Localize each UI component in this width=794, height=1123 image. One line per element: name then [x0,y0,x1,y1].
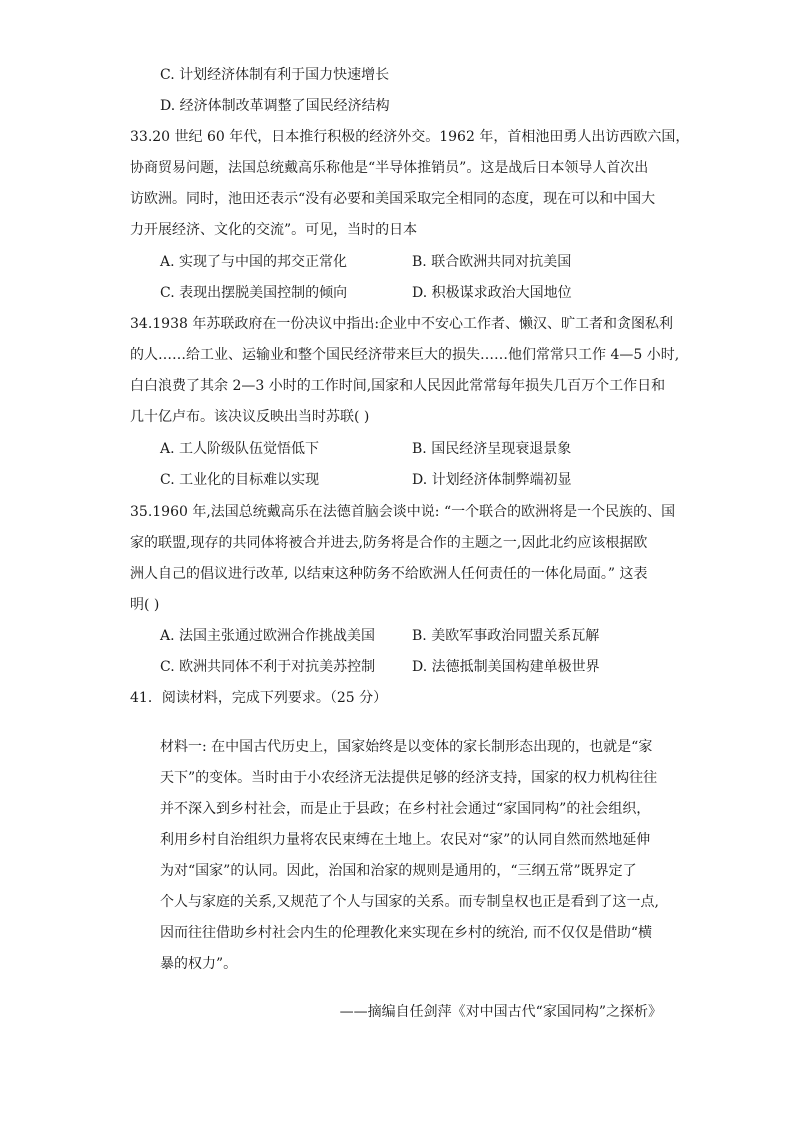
q32-option-d: D. 经济体制改革调整了国民经济结构 [160,98,390,114]
q34-stem-line-1: 34.1938 年苏联政府在一份决议中指出:企业中不安心工作者、懒汉、旷工者和贪图私利 [130,316,674,332]
q35-option-d: D. 法德抵制美国构建单极世界 [412,659,600,675]
q35-option-b: B. 美欧军事政治同盟关系瓦解 [412,628,600,644]
q34-stem-line-2: 的人……给工业、运输业和整个国民经济带来巨大的损失……他们常常只工作 4—5 小时, [130,347,680,363]
q35-stem-line-4: 明( ) [130,597,160,613]
q41-material-line-1: 材料一: 在中国古代历史上，国家始终是以变体的家长制形态出现的，也就是“家 [160,739,653,755]
q35-stem-line-1: 35.1960 年,法国总统戴高乐在法德首脑会谈中说: “一个联合的欧洲将是一个民族的、国 [130,504,676,520]
q41-material-line-4: 利用乡村自治组织力量将农民束缚在土地上。农民对“家”的认同自然而然地延伸 [160,832,651,848]
q34-stem-line-4: 几十亿卢布。该决议反映出当时苏联( ) [130,409,370,425]
q41-material-line-7: 因而往往借助乡村社会内生的伦理教化来实现在乡村的统治, 而不仅仅是借助“横 [160,925,653,941]
q41-material-line-3: 并不深入到乡村社会，而是止于县政；在乡村社会通过“家国同构”的社会组织， [160,801,651,817]
q33-stem-line-3: 访欧洲。同时，池田还表示“没有必要和美国采取完全相同的态度，现在可以和中国大 [130,191,656,207]
q41-material-line-6: 个人与家庭的关系,又规范了个人与国家的关系。而专制皇权也正是看到了这一点, [160,894,659,910]
q33-stem-line-2: 协商贸易问题，法国总统戴高乐称他是“半导体推销员”。这是战后日本领导人首次出 [130,160,649,176]
q41-material-line-8: 暴的权力”。 [160,956,238,972]
q34-option-d: D. 计划经济体制弊端初显 [412,472,572,488]
q34-option-a: A. 工人阶级队伍觉悟低下 [160,441,320,457]
q35-option-a: A. 法国主张通过欧洲合作挑战美国 [160,628,376,644]
q33-stem-line-4: 力开展经济、文化的交流”。可见，当时的日本 [130,222,418,238]
q41-material-line-2: 天下”的变体。当时由于小农经济无法提供足够的经济支持，国家的权力机构往往 [160,770,658,786]
q41-heading: 41．阅读材料，完成下列要求。（25 分） [130,690,388,706]
q33-stem-line-1: 33.20 世纪 60 年代，日本推行积极的经济外交。1962 年，首相池田勇人出访西欧六国， [130,129,690,145]
q33-option-a: A. 实现了与中国的邦交正常化 [160,254,348,270]
q41-source-citation: ——摘编自任剑萍《对中国古代“家国同构”之探析》 [339,1004,662,1020]
q33-option-d: D. 积极谋求政治大国地位 [412,285,572,301]
q33-option-c: C. 表现出摆脱美国控制的倾向 [160,285,348,301]
q41-material-line-5: 为对“国家”的认同。因此，治国和治家的规则是通用的，“三纲五常”既界定了 [160,863,637,879]
q35-stem-line-3: 洲人自己的倡议进行改革, 以结束这种防务不给欧洲人任何责任的一体化局面。” 这表 [130,566,648,582]
q34-stem-line-3: 白白浪费了其余 2—3 小时的工作时间,国家和人民因此常常每年损失几百万个工作日和 [130,378,666,394]
q34-option-c: C. 工业化的目标难以实现 [160,472,320,488]
q35-stem-line-2: 家的联盟,现存的共同体将被合并进去,防务将是合作的主题之一,因此北约应该根据欧 [130,535,648,551]
q35-option-c: C. 欧洲共同体不利于对抗美苏控制 [160,659,376,675]
q33-option-b: B. 联合欧洲共同对抗美国 [412,254,572,270]
q32-option-c: C. 计划经济体制有利于国力快速增长 [160,67,390,83]
q34-option-b: B. 国民经济呈现衰退景象 [412,441,572,457]
